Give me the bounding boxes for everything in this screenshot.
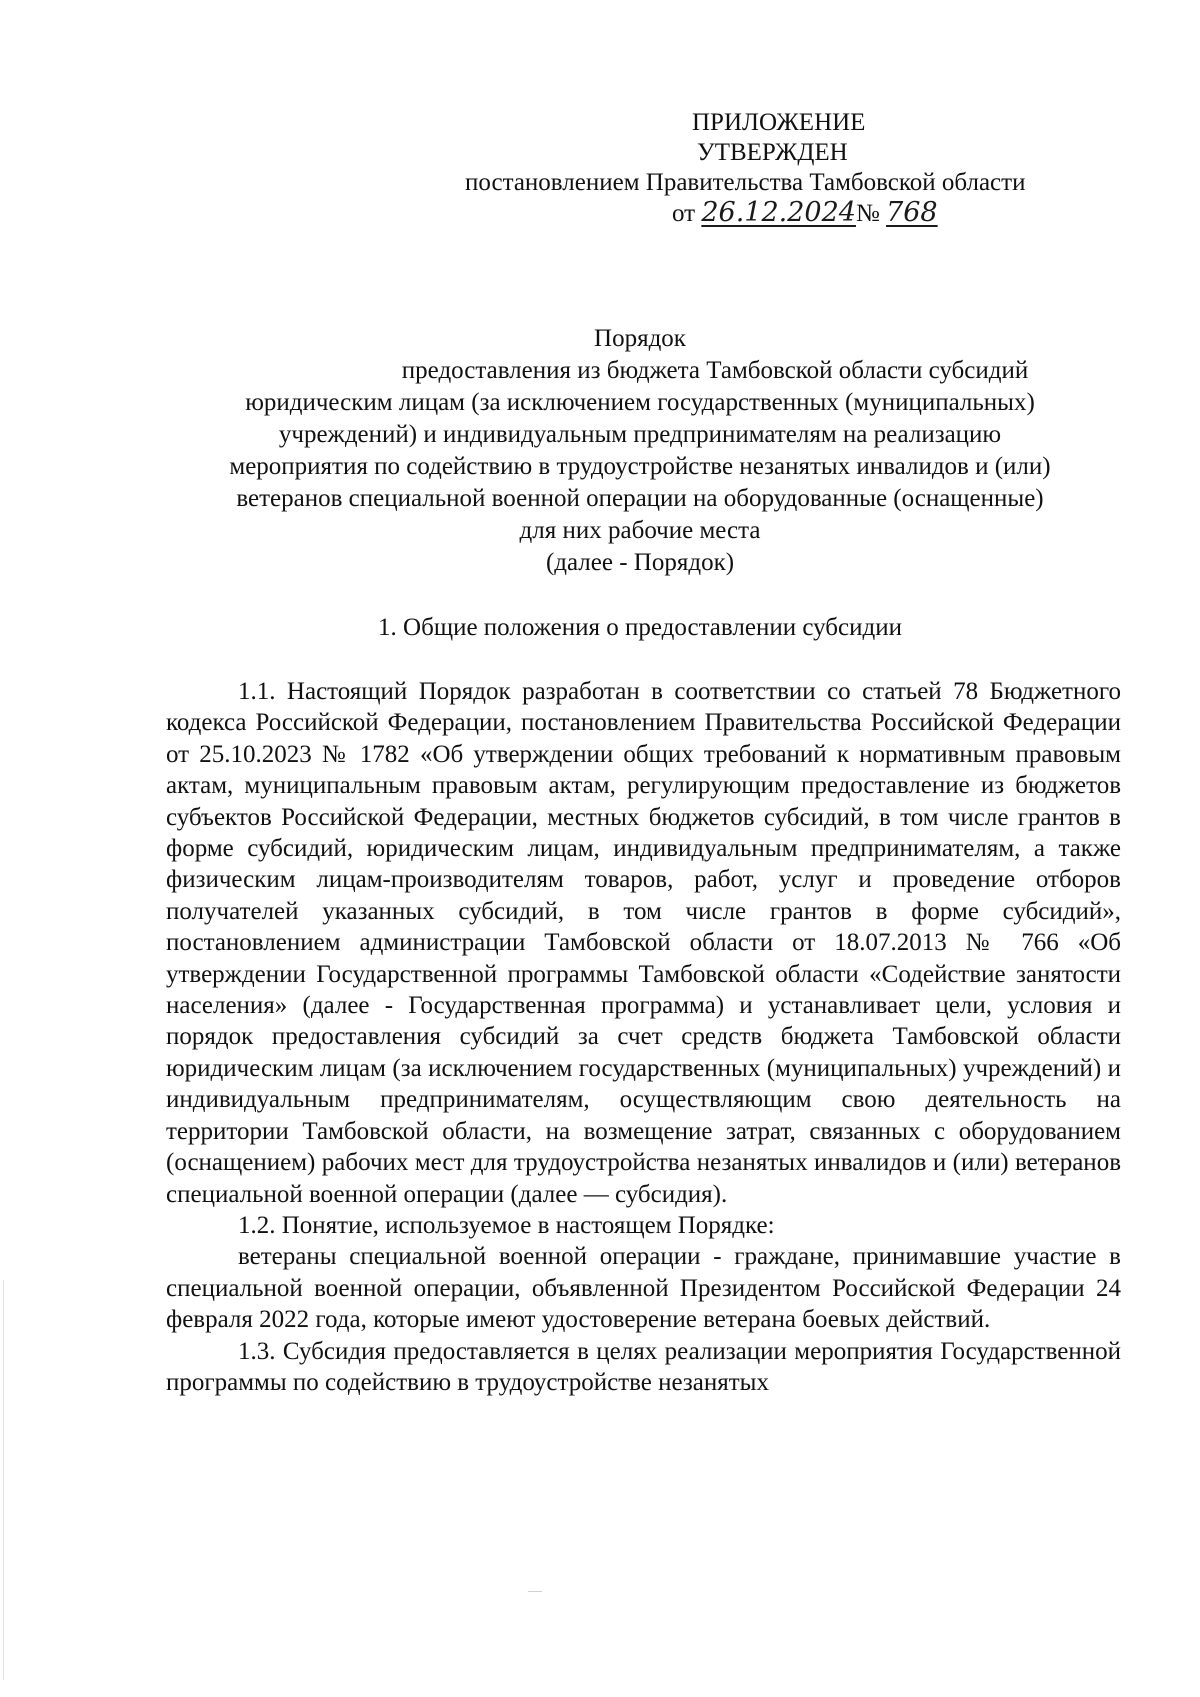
section-heading: 1. Общие положения о предоставлении субсидии [378,614,902,641]
resolution-label: постановлением Правительства Тамбовской области [465,169,1026,196]
title-line: для них рабочие места [519,517,761,544]
scan-edge-mark [3,1280,4,1680]
appendix-label: ПРИЛОЖЕНИЕ [692,109,866,136]
paragraph-1-2: 1.2. Понятие, используемое в настоящем Порядке: [238,1211,775,1239]
title-line: (далее - Порядок) [545,549,735,576]
date-number-line [465,198,1125,229]
title-line: учреждений) и индивидуальным предпринимателям на реализацию [278,421,1002,448]
date-prefix: от [672,200,696,227]
paragraph-1-2-definition: ветераны специальной военной операции - граждане, принимавшие участие в специальной военной операции, объявленной Президентом Российской Федерации 24 февраля 2022 года, которые имеют удостоверение ветерана боевых действий. [166,1243,1121,1334]
section-body [166,676,1121,1398]
title-line: юридическим лицам (за исключением государственных (муниципальных) [245,389,1035,416]
title-line: предоставления из бюджета Тамбовской области субсидий [401,357,1029,384]
document-title [160,323,1120,579]
title-line: мероприятия по содействию в трудоустройстве незанятых инвалидов и (или) [229,453,1051,480]
paragraph-1-3: 1.3. Субсидия предоставляется в целях реализации мероприятия Государственной программы по содействию в трудоустройстве незанятых [166,1337,1121,1396]
number-sign: № [855,200,880,227]
title-word: Порядок [594,325,686,352]
scan-artifact [528,1591,542,1592]
title-line: ветеранов специальной военной операции на оборудованные (оснащенные) [236,485,1044,512]
handwritten-number: 768 [886,197,938,228]
approval-stamp-block [465,108,1125,229]
approved-label: УТВЕРЖДЕН [697,139,848,166]
paragraph-1-1: 1.1. Настоящий Порядок разработан в соответствии со статьей 78 Бюджетного кодекса Российской Федерации, постановлением Правительства Российской Федерации от 25.10.2023 № 1782 «Об утверждении общих требований к нормативным правовым актам, муниципальным правовым актам, регулирующим предоставление из бюджетов субъектов Российской Федерации, местных бюджетов субсидий, в том числе грантов в форме субсидий, юридическим лицам, индивидуальным предпринимателям, а также физическим лицам-производителям товаров, работ, услуг и проведение отборов получателей указанных субсидий, в том числе грантов в форме субсидий», постановлением администрации Тамбовской области от 18.07.2013 № 766 «Об утверждении Государственной программы Тамбовской области «Содействие занятости населения» (далее - Государственная программа) и устанавливает цели, условия и порядок предоставления субсидий за счет средств бюджета Тамбовской области юридическим лицам (за исключением государственных (муниципальных) учреждений) и индивидуальным предпринимателям, осуществляющим свою деятельность на территории Тамбовской области, на возмещение затрат, связанных с оборудованием (оснащением) рабочих мест для трудоустройства незанятых инвалидов и (или) ветеранов специальной военной операции (далее — субсидия). [166,678,1121,1208]
handwritten-date: 26.12.2024 [701,197,856,228]
